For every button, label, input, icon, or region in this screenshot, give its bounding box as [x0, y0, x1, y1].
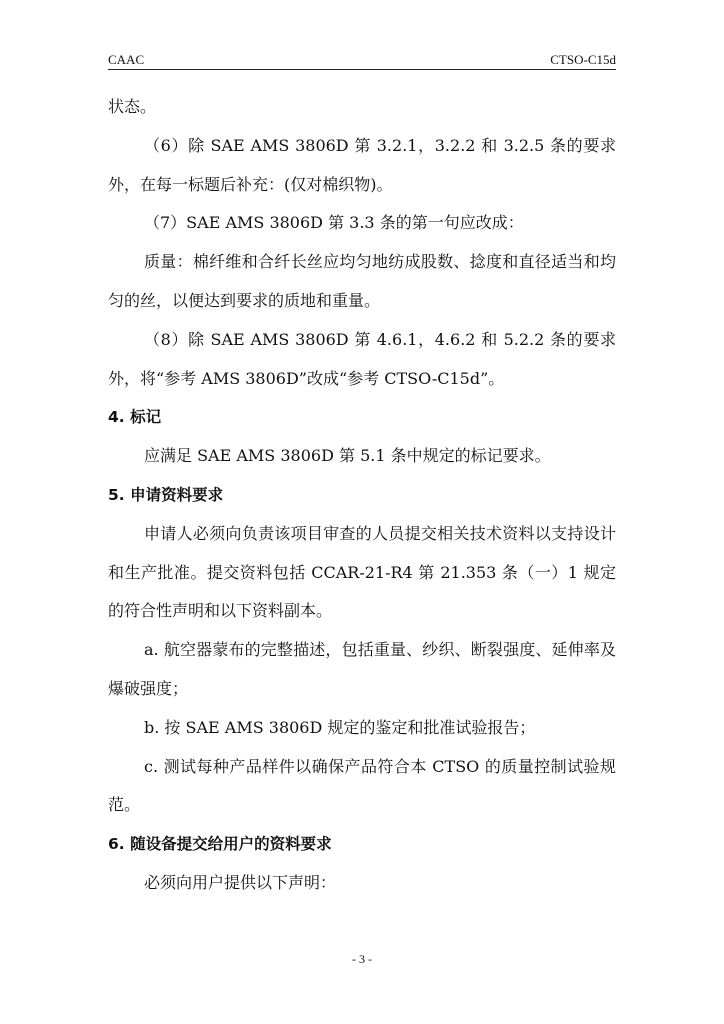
section-5-heading: 5. 申请资料要求 — [108, 485, 224, 504]
page-number: - 3 - — [352, 952, 372, 966]
page-header — [108, 52, 616, 70]
list-item-c: c. 测试每种产品样件以确保产品符合本 CTSO 的质量控制试验规范。 — [108, 756, 616, 815]
paragraph-item-7: （7）SAE AMS 3806D 第 3.3 条的第一句应改成： — [144, 213, 524, 233]
paragraph-item-6: （6）除 SAE AMS 3806D 第 3.2.1，3.2.2 和 3.2.5 条的要求外，在每一标题后补充：(仅对棉织物)。 — [108, 135, 616, 194]
paragraph-item-8: （8）除 SAE AMS 3806D 第 4.6.1，4.6.2 和 5.2.2 条的要求外，将“参考 AMS 3806D”改成“参考 CTSO-C15d”。 — [108, 329, 616, 388]
header-left-label: CAAC — [108, 52, 145, 67]
list-item-a: a. 航空器蒙布的完整描述，包括重量、纱织、断裂强度、延伸率及爆破强度； — [108, 640, 616, 698]
paragraph-state: 状态。 — [108, 97, 157, 116]
section-5-text: 申请人必须向负责该项目审查的人员提交相关技术资料以支持设计和生产批准。提交资料包括 CCAR-21-R4 第 21.353 条（一）1 规定的符合性声明和以下资料副本。 — [108, 523, 616, 621]
section-6-text: 必须向用户提供以下声明： — [144, 872, 337, 892]
header-right-label: CTSO-C15d — [550, 52, 616, 67]
section-4-text: 应满足 SAE AMS 3806D 第 5.1 条中规定的标记要求。 — [144, 446, 551, 466]
section-6-heading: 6. 随设备提交给用户的资料要求 — [108, 835, 332, 854]
document-body — [108, 88, 616, 903]
section-4-heading: 4. 标记 — [108, 408, 162, 427]
list-item-b: b. 按 SAE AMS 3806D 规定的鉴定和批准试验报告； — [144, 717, 536, 737]
paragraph-quality: 质量：棉纤维和合纤长丝应均匀地纺成股数、捻度和直径适当和均匀的丝，以便达到要求的质地和重量。 — [108, 252, 616, 310]
header-divider — [108, 69, 616, 70]
